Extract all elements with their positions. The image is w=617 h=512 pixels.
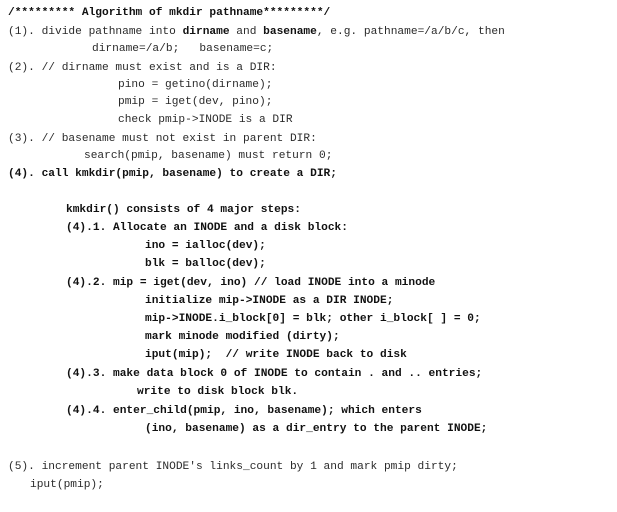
step-5-line-1: iput(pmip); [30,479,104,491]
step-1-and-word: and [229,26,264,38]
step-4-4-line-1: (ino, basename) as a dir_entry to the parent INODE; [145,423,488,435]
step-1-dirname-word: dirname [182,26,230,38]
step-2-line-1: pino = getino(dirname); [118,79,273,91]
step-1-basename-word: basename [263,26,317,38]
step-2-heading: (2). // dirname must exist and is a DIR: [8,62,277,74]
step-4-heading: (4). call kmkdir(pmip, basename) to create a DIR; [8,168,337,180]
step-2-line-2: pmip = iget(dev, pino); [118,96,273,108]
kmkdir-intro: kmkdir() consists of 4 major steps: [66,204,301,216]
step-4-3-line-1: write to disk block blk. [137,386,299,398]
step-3-heading: (3). // basename must not exist in parent DIR: [8,133,317,145]
step-3-line-1: search(pmip, basename) must return 0; [84,150,333,162]
step-1-text-a: (1). divide pathname into [8,26,183,38]
step-4-1-heading: (4).1. Allocate an INODE and a disk block: [66,222,348,234]
step-4-1-line-2: blk = balloc(dev); [145,258,266,270]
step-4-2-line-3: mark minode modified (dirty); [145,331,340,343]
step-4-1-line-1: ino = ialloc(dev); [145,240,266,252]
step-4-3-heading: (4).3. make data block 0 of INODE to contain . and .. entries; [66,368,483,380]
step-4-2-line-1: initialize mip->INODE as a DIR INODE; [145,295,394,307]
step-4-2-line-2: mip->INODE.i_block[0] = blk; other i_block[ ] = 0; [145,313,481,325]
step-4-2-line-4: iput(mip); // write INODE back to disk [145,349,407,361]
step-1-continuation: dirname=/a/b; basename=c; [92,43,274,55]
step-4-4-heading: (4).4. enter_child(pmip, ino, basename); which enters [66,405,422,417]
step-2-line-3: check pmip->INODE is a DIR [118,114,293,126]
step-5-heading: (5). increment parent INODE's links_count by 1 and mark pmip dirty; [8,461,458,473]
step-1-line [8,24,505,41]
step-1-text-b: , e.g. pathname=/a/b/c, then [316,26,505,38]
step-4-2-heading: (4).2. mip = iget(dev, ino) // load INODE into a minode [66,277,436,289]
algorithm-title: /********* Algorithm of mkdir pathname*********/ [8,7,331,19]
